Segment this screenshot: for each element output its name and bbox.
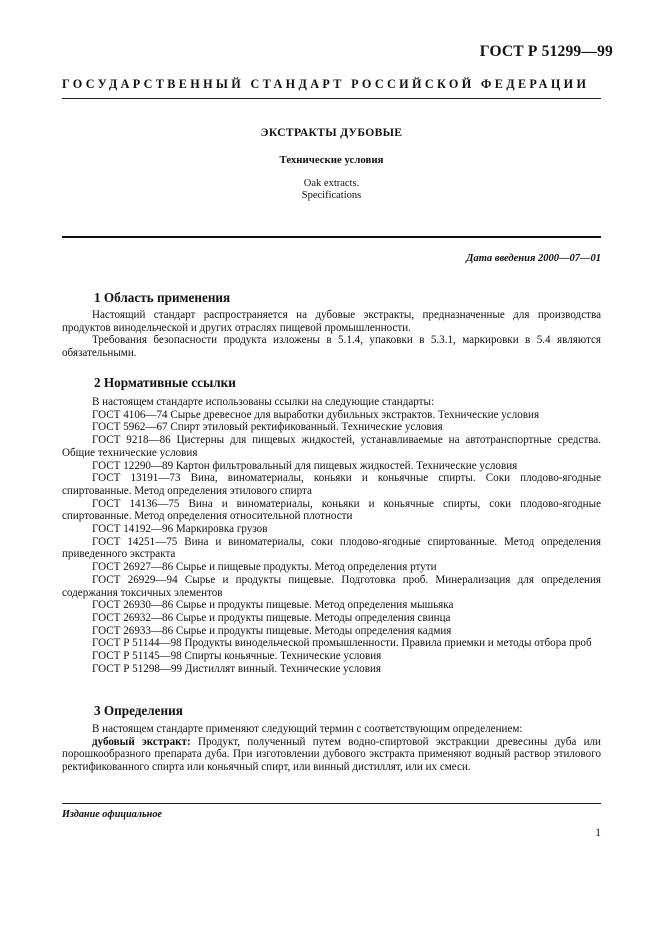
reference-item: ГОСТ 9218—86 Цистерны для пищевых жидкостей, устанавливаемые на автотранспортные средства. Общие технические условия [62,434,601,459]
official-edition-label: Издание официальное [62,809,162,820]
section-2-heading: 2 Нормативные ссылки [94,375,236,390]
reference-item: ГОСТ 26930—86 Сырье и продукты пищевые. Метод определения мышьяка [92,599,454,612]
reference-item: ГОСТ 14192—96 Маркировка грузов [92,523,268,536]
defined-term: дубовый экстракт: [92,735,191,748]
definition-paragraph [62,736,601,774]
document-code: ГОСТ Р 51299—99 [479,43,613,60]
reference-item: ГОСТ Р 51144—98 Продукты винодельческой промышленности. Правила приемки и методы отбора проб [92,637,592,650]
reference-item: ГОСТ 4106—74 Сырье древесное для выработки дубильных экстрактов. Технические условия [92,408,540,421]
reference-item: ГОСТ Р 51298—99 Дистиллят винный. Технические условия [92,662,381,675]
reference-item: ГОСТ 12290—89 Картон фильтровальный для пищевых жидкостей. Технические условия [92,459,518,472]
paragraph: В настоящем стандарте использованы ссылки на следующие стандарты: [92,396,435,408]
state-standard-banner: ГОСУДАРСТВЕННЫЙ СТАНДАРТ РОССИЙСКОЙ ФЕДЕРАЦИИ [62,77,590,91]
document-title: ЭКСТРАКТЫ ДУБОВЫЕ [260,126,403,139]
reference-item: ГОСТ 13191—73 Вина, виноматериалы, коньяки и коньячные спирты. Соки плодово-ягодные спиртованные. Метод определения этилового спирта [62,472,601,497]
reference-item: ГОСТ 26927—86 Сырье и пищевые продукты. Метод определения ртути [92,561,437,574]
document-subtitle: Технические условия [279,154,384,166]
reference-item: ГОСТ 14136—75 Вина и виноматериалы, коньяки и коньячные спирты, соки плодово-ягодные спиртованные. Метод определения относительной плотности [62,497,601,523]
reference-item: ГОСТ Р 51145—98 Спирты коньячные. Технические условия [92,650,382,663]
reference-item: ГОСТ 5962—67 Спирт этиловый ректификованный. Технические условия [92,421,443,434]
paragraph: Настоящий стандарт распространяется на дубовые экстракты, предназначенные для производства продуктов винодельческой и других отраслях пищевой промышленности. [62,309,601,334]
section-2-body [62,396,601,675]
footer-divider [62,803,601,804]
paragraph: Требования безопасности продукта изложены в 5.1.4, упаковки в 5.3.1, маркировки в 5.4 являются обязательными. [62,334,601,360]
section-1-heading: 1 Область применения [94,290,231,305]
term-definition: Продукт, полученный путем водно-спиртовой экстракции древесины дуба или порошкообразного препарата дуба. При изготовлении дубового экстракта применяют водный раствор этилового ректификованного спирта или коньячный спирт, или винный дистиллят, или их смеси. [62,735,601,774]
english-title-line-1: Oak extracts. [303,178,360,189]
english-title-line-2: Specifications [301,190,362,201]
top-divider [62,98,601,99]
reference-item: ГОСТ 26932—86 Сырье и продукты пищевые. Методы определения свинца [92,611,451,624]
section-3-body [62,723,601,774]
introduction-date: Дата введения 2000—07—01 [466,253,601,264]
english-title [62,178,601,202]
reference-item: ГОСТ 26933—86 Сырье и продукты пищевые. Методы определения кадмия [92,624,452,637]
paragraph: В настоящем стандарте применяют следующий термин с соответствующим определением: [92,723,523,735]
section-1-body [62,309,601,360]
title-divider [62,236,601,238]
page-number: 1 [595,827,601,839]
reference-item: ГОСТ 14251—75 Вина и виноматериалы, соки плодово-ягодные спиртованные. Метод определения приведенного экстракта [62,535,601,561]
section-3-heading: 3 Определения [94,703,183,718]
reference-item: ГОСТ 26929—94 Сырье и продукты пищевые. Подготовка проб. Минерализация для определения содержания токсичных элементов [62,573,601,599]
